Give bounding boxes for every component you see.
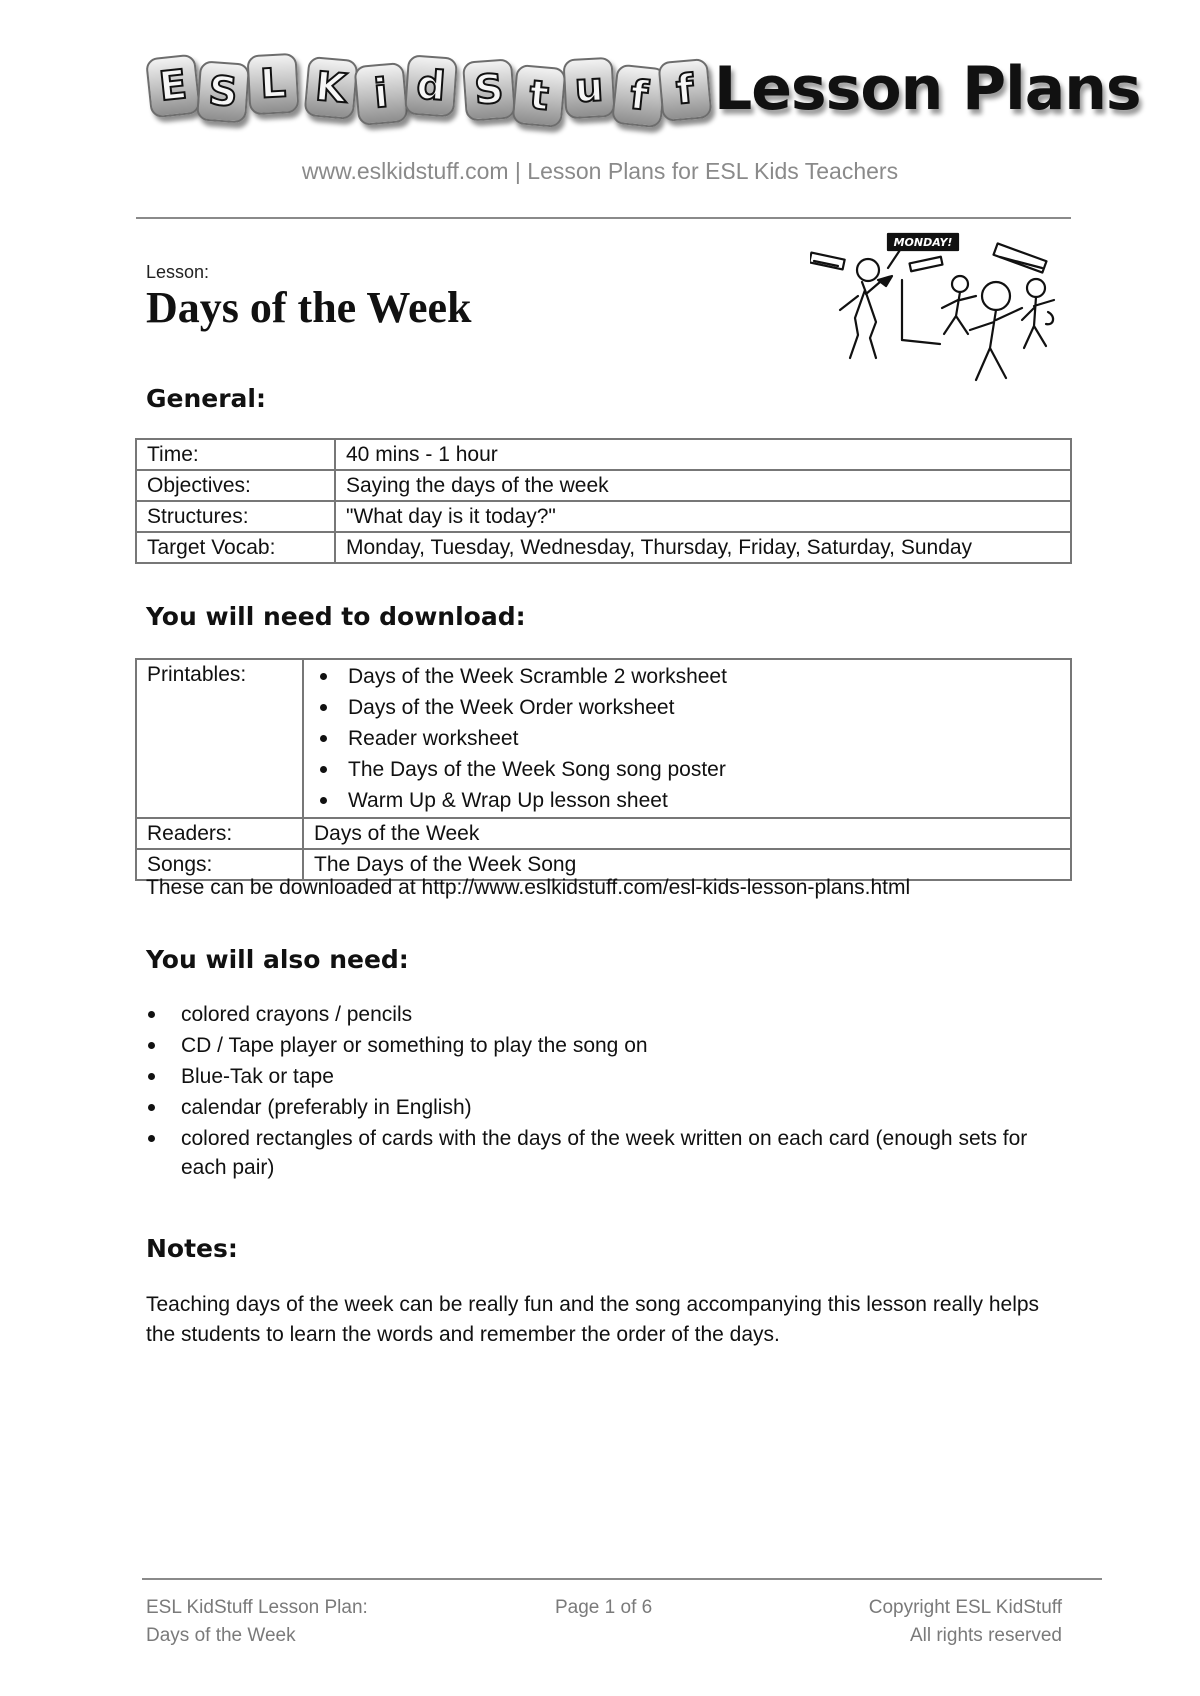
printable-item: Days of the Week Order worksheet xyxy=(314,692,1060,723)
printables-cell xyxy=(303,659,1071,818)
table-row xyxy=(136,532,1071,563)
footer-copyright xyxy=(869,1594,1062,1650)
footer-lesson-info xyxy=(146,1594,368,1650)
header-divider xyxy=(136,217,1071,219)
download-note: These can be downloaded at http://www.eslkidstuff.com/esl-kids-lesson-plans.html xyxy=(146,876,911,899)
row-value: 40 mins - 1 hour xyxy=(335,439,1071,470)
general-heading: General: xyxy=(146,384,266,413)
printable-item: Warm Up & Wrap Up lesson sheet xyxy=(314,785,1060,816)
lesson-label: Lesson: xyxy=(146,262,210,282)
row-value: "What day is it today?" xyxy=(335,501,1071,532)
list-item: calendar (preferably in English) xyxy=(146,1093,1066,1122)
illustration-sign-text: MONDAY! xyxy=(893,236,953,249)
logo-tile: S xyxy=(196,60,250,123)
general-table xyxy=(135,438,1072,564)
notes-heading: Notes: xyxy=(146,1234,238,1263)
row-label: Target Vocab: xyxy=(136,532,335,563)
logo-tile: E xyxy=(145,54,201,119)
printable-item: The Days of the Week Song song poster xyxy=(314,754,1060,785)
table-row xyxy=(136,439,1071,470)
table-row xyxy=(136,470,1071,501)
footer-left-line2: Days of the Week xyxy=(146,1625,296,1646)
download-table xyxy=(135,658,1072,881)
logo-title: Lesson Plans xyxy=(714,54,1141,124)
download-heading: You will need to download: xyxy=(146,602,526,631)
esl-kidstuff-logo xyxy=(148,48,1141,140)
also-need-heading: You will also need: xyxy=(146,945,409,974)
table-row xyxy=(136,818,1071,849)
row-value: Saying the days of the week xyxy=(335,470,1071,501)
logo-tile: d xyxy=(404,54,458,117)
printable-item: Reader worksheet xyxy=(314,723,1060,754)
footer-left-line1: ESL KidStuff Lesson Plan: xyxy=(146,1597,368,1618)
list-item: CD / Tape player or something to play the song on xyxy=(146,1031,1066,1060)
row-label: Songs: xyxy=(136,849,303,880)
row-label: Time: xyxy=(136,439,335,470)
logo-tile: i xyxy=(353,62,408,126)
list-item: Blue-Tak or tape xyxy=(146,1062,1066,1091)
logo-tile: u xyxy=(562,57,615,120)
footer-page-number: Page 1 of 6 xyxy=(555,1597,653,1618)
list-item: colored rectangles of cards with the days of the week written on each card (enough sets for each pair) xyxy=(146,1124,1066,1182)
logo-tile: f xyxy=(611,64,667,129)
row-label: Printables: xyxy=(136,659,303,818)
lesson-title: Days of the Week xyxy=(146,283,472,332)
footer-right-line1: Copyright ESL KidStuff xyxy=(868,1597,1062,1618)
row-label: Structures: xyxy=(136,501,335,532)
row-value: Days of the Week xyxy=(303,818,1071,849)
footer-divider xyxy=(142,1578,1102,1580)
notes-text: Teaching days of the week can be really fun and the song accompanying this lesson really helps the students to learn the words and remember the order of the days. xyxy=(146,1293,1040,1346)
list-item: colored crayons / pencils xyxy=(146,1000,1066,1029)
row-label: Objectives: xyxy=(136,470,335,501)
header-subtitle: www.eslkidstuff.com | Lesson Plans for ESL Kids Teachers xyxy=(301,158,899,184)
footer-right-line2: All rights reserved xyxy=(909,1625,1062,1646)
table-row xyxy=(136,659,1071,818)
logo-tile: L xyxy=(246,53,299,116)
row-value: Monday, Tuesday, Wednesday, Thursday, Friday, Saturday, Sunday xyxy=(335,532,1071,563)
row-value: The Days of the Week Song xyxy=(303,849,1071,880)
table-row xyxy=(136,501,1071,532)
printables-list xyxy=(314,661,1060,816)
logo-tile: K xyxy=(303,56,358,120)
logo-tile: t xyxy=(511,64,566,128)
also-need-list xyxy=(146,1000,1066,1184)
printable-item: Days of the Week Scramble 2 worksheet xyxy=(314,661,1060,692)
kids-cartoon-illustration xyxy=(810,230,1070,420)
row-label: Readers: xyxy=(136,818,303,849)
logo-tile: f xyxy=(657,58,712,122)
logo-tile: S xyxy=(462,58,516,121)
